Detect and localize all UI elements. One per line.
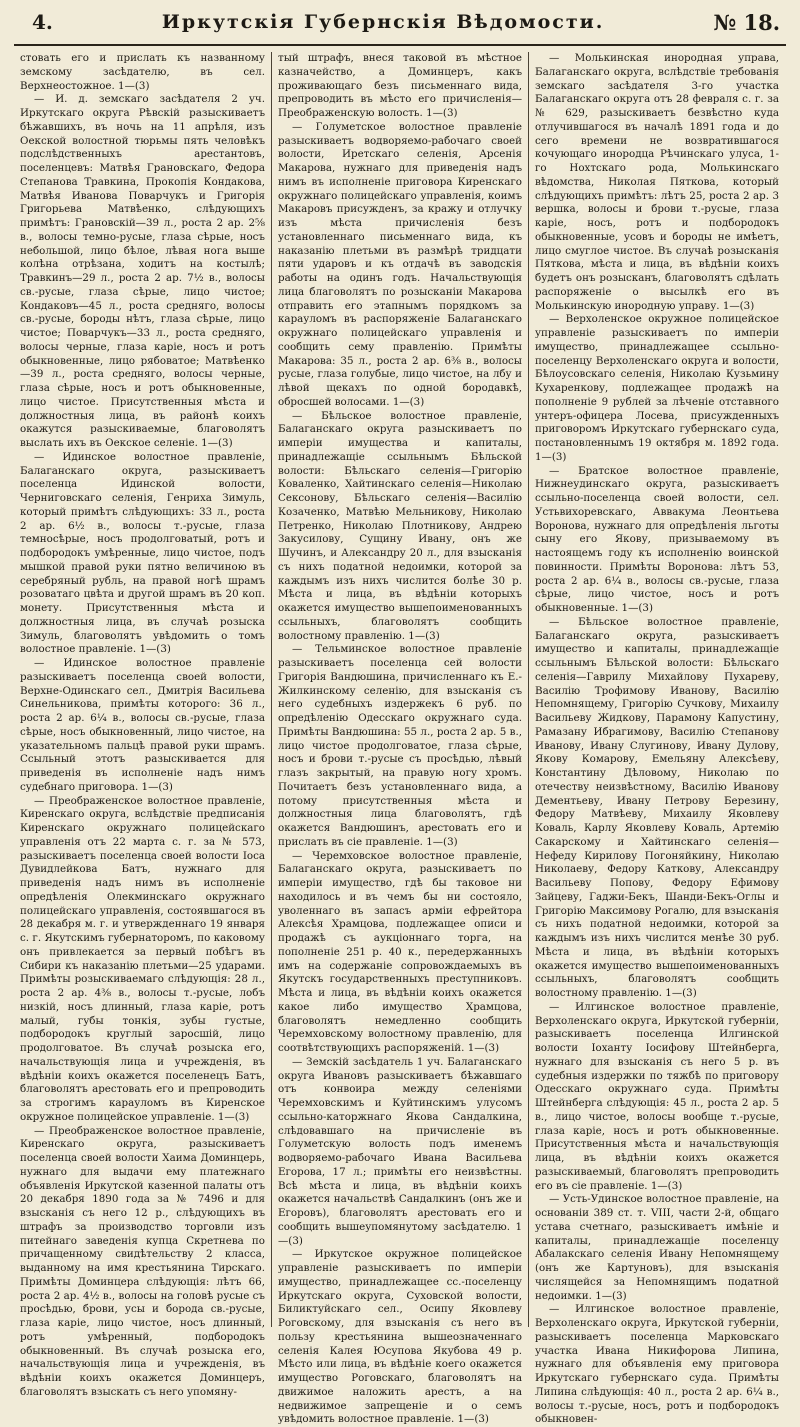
- notice-paragraph: — И. д. земскаго засѣдателя 2 уч. Иркутскаго округа Рѣвскій разыскиваетъ бѣжавшихъ, въ ночь на 11 апрѣля, изъ Оекской волостной тюрьмы пять человѣкъ подслѣдственныхъ арестантовъ, поселенцевъ: Матвѣя Грановскаго, Федора Степанова Травкина, Прокопія Кондакова, Матвѣя Иванова Поварчукъ и Григорія Григорьева Матвѣенко, слѣдующихъ примѣтъ: Грановскій—39 л., роста 2 ар. 2⅝ в., волосы темно-русые, глаза сѣрые, носъ небольшой, лицо бѣлое, лѣвая нога выше колѣна отрѣзана, ходитъ на костылѣ; Травкинъ—29 л., роста 2 ар. 7½ в., волосы св.-русые, глаза сѣрые, лицо чистое; Кондаковъ—45 л., роста средняго, волосы св.-русые, бороды нѣтъ, глаза сѣрые, лицо чистое; Поварчукъ—33 л., роста средняго, волосы черные, глаза каріе, носъ и ротъ обыкновенные, лицо рябоватое; Матвѣенко—39 л., роста средняго, волосы черные, глаза сѣрые, носъ и ротъ обыкновенные, лицо чистое. Присутственныя мѣста и должностныя лица, въ районѣ коихъ окажутся разыскиваемые, благоволятъ выслать ихъ въ Оекское селеніе. 1—(3): [20, 93, 265, 449]
- notice-paragraph: — Верхоленское окружное полицейское управленіе разыскиваетъ по имперіи имущество, принадлежащее ссыльно-поселенцу Верхоленскаго округа и волости, Бѣлоусовскаго селенія, Николаю Кузьмину Кухаренкову, подлежащее продажѣ на пополненіе 9 рублей за лѣченіе отставного унтеръ-офицера Лосева, присужденныхъ приговоромъ Иркутскаго губернскаго суда, постановленнымъ 19 октября м. 1892 года. 1—(3): [535, 313, 779, 463]
- notice-paragraph: — Преображенское волостное правленіе, Киренскаго округа, разыскиваетъ поселенца своей волости Хаима Доминцерь, нужнаго для выдачи ему платежнаго объявленія Иркутской казенной палаты отъ 20 декабря 1890 года за № 7496 и для взысканія съ него 12 р., слѣдующихъ въ штрафъ за производство торговли изъ питейнаго заведенія купца Скретнева по причащенному свидѣтельству 2 класса, выданному на имя крестьянина Тирскаго. Примѣты Доминцера слѣдующія: лѣтъ 66, роста 2 ар. 4½ в., волосы на головѣ русые съ просѣдью, брови, усы и борода св.-русые, глаза каріе, лицо чистое, носъ длинный, ротъ умѣренный, подбородокъ обыкновенный. Въ случаѣ розыска его, начальствующія лица и учрежденія, въ вѣдѣніи коихъ окажется Доминцеръ, благоволятъ взыскать съ него упомяну-: [20, 1124, 265, 1398]
- notice-paragraph: — Идинское волостное правленіе, Балаганскаго округа, разыскиваетъ поселенца Идинской волости, Черниговскаго селенія, Генриха Зимуль, который примѣтъ слѣдующихъ: 33 л., роста 2 ар. 6½ в., волосы т.-русые, глаза темносѣрые, носъ продолговатый, ротъ и подбородокъ умѣренные, лицо чистое, подъ мышкой правой руки пятно величиною въ серебряный рубль, на правой ногѣ шрамъ розоватаго цвѣта и другой шрамъ въ 20 коп. монету. Присутственныя мѣста и должностныя лица, въ случаѣ розыска Зимуль, благоволятъ увѣдомить о томъ волостное правленіе. 1—(3): [20, 450, 265, 656]
- notice-paragraph: — Илгинское волостное правленіе, Верхоленскаго округа, Иркутской губерніи, разыскиваетъ поселенца Илгинской волости Іоханту Іосифову Штейнберга, нужнаго для взысканія съ него 5 р. въ судебныя издержки по тяжбѣ по приговору Одесскаго окружнаго суда. Примѣты Штейнберга слѣдующія: 45 л., роста 2 ар. 5 в., лицо чистое, волосы вообще т.-русые, глаза каріе, носъ и ротъ обыкновенные. Присутственныя мѣста и начальствующія лица, въ вѣдѣніи коихъ окажется разыскиваемый, благоволятъ препроводить его въ сіе правленіе. 1—(3): [535, 1000, 779, 1192]
- notice-paragraph: — Земскій засѣдатель 1 уч. Балаганскаго округа Ивановъ разыскиваетъ бѣжавшаго отъ конвоира между селеніями Черемховскимъ и Куйтинскимъ улусомъ ссыльно-каторжнаго Якова Сандалкина, слѣдовавшаго на причисленіе въ Голуметскую волость подъ именемъ водворяемо-рабочаго Ивана Васильева Егорова, 17 л.; примѣты его неизвѣстны. Всѣ мѣста и лица, въ вѣдѣніи коихъ окажется начальствѣ Сандалкинъ (онъ же и Егоровъ), благоволятъ арестовать его и сообщить вышеупомянутому засѣдателю. 1—(3): [278, 1055, 522, 1247]
- notice-paragraph: — Молькинская инородная управа, Балаганскаго округа, вслѣдствіе требованія земскаго засѣдателя 3-го участка Балаганскаго округа отъ 28 февраля с. г. за № 629, разыскиваетъ безвѣстно куда отлучившагося въ началѣ 1891 года и до сего времени не возвратившагося кочующаго инородца Рѣчинскаго улуса, 1-го Нохтскаго рода, Молькинскаго вѣдомства, Николая Пяткова, который слѣдующихъ примѣтъ: лѣтъ 25, роста 2 ар. 3 вершка, волосы и брови т.-русые, глаза каріе, носъ, ротъ и подбородокъ обыкновенные, усовъ и бороды не имѣетъ, лицо смуглое чистое. Въ случаѣ розысканія Пяткова, мѣста и лица, въ вѣдѣніи коихъ будетъ онъ розысканъ, благоволятъ сдѣлать распоряженіе о высылкѣ его въ Молькинскую инородную управу. 1—(3): [535, 52, 779, 312]
- notice-paragraph: тый штрафъ, внеся таковой въ мѣстное казначейство, а Доминцеръ, какъ проживающаго безъ письменнаго вида, препроводить въ мѣсто его причисленія—Преображенскую волость. 1—(3): [278, 52, 522, 119]
- column-3: [528, 52, 785, 1426]
- notice-paragraph: — Бѣльское волостное правленіе, Балаганскаго округа разыскиваетъ по имперіи имущества и капиталы, принадлежащіе ссыльнымъ Бѣльской волости: Бѣльскаго селенія—Григорію Коваленко, Хайтинскаго селенія—Николаю Сексонову, Бѣльскаго селенія—Василію Козаченко, Матвѣю Мельникову, Николаю Петренко, Николаю Плотникову, Андрею Закусилову, Сущину Ивану, онъ же Шучинъ, и Александру 20 л., для взысканія съ нихъ податной недоимки, которой за каждымъ изъ нихъ числится болѣе 30 р. Мѣста и лица, въ вѣдѣніи которыхъ окажется имущество вышепоименованныхъ ссыльныхъ, благоволятъ сообщить волостному правленію. 1—(3): [278, 409, 522, 642]
- text-columns: [14, 52, 786, 1426]
- column-1: [14, 52, 271, 1398]
- notice-paragraph: — Иркутское окружное полицейское управленіе разыскиваетъ по имперіи имущество, принадлежащее сс.-поселенцу Иркутскаго округа, Суховской волости, Биликтуйскаго сел., Осипу Яковлеву Роговскому, для взысканія съ него въ пользу крестьянина вышеозначеннаго селенія Калея Юсупова Якубова 49 р. Мѣсто или лица, въ вѣдѣніе коего окажется имущество Роговскаго, благоволятъ на движимое наложить арестъ, а на недвижимое запрещеніе и о семъ увѣдомить волостное правленіе. 1—(3): [278, 1248, 522, 1426]
- newspaper-title: Иркутскія Губернскія Вѣдомости.: [161, 11, 605, 33]
- page-number: 4.: [32, 10, 53, 34]
- notice-paragraph: — Усть-Удинское волостное правленіе, на основаніи 389 ст. т. VIII, части 2-й, общаго устава счетнаго, разыскиваетъ имѣніе и капиталы, принадлежащіе поселенцу Абалакскаго селенія Ивану Непомнящему (онъ же Картуновъ), для взысканія числящейся за Непомнящимъ податной недоимки. 1—(3): [535, 1193, 779, 1302]
- issue-number: № 18.: [713, 9, 780, 35]
- notice-paragraph: — Тельминское волостное правленіе разыскиваетъ поселенца сей волости Григорія Вандюшина, причисленнаго къ Е.-Жилкинскому селенію, для взысканія съ него судебныхъ издержекъ 6 руб. по опредѣленію Одесскаго окружнаго суда. Примѣты Вандюшина: 55 л., роста 2 ар. 5 в., лицо чистое продолговатое, глаза сѣрые, носъ и брови т.-русые съ просѣдью, лѣвый глазъ закрытый, на правую ногу хромъ. Почитаетъ безъ установленнаго вида, а потому присутственныя мѣста и должностныя лица благоволятъ, гдѣ окажется Вандюшинъ, арестовать его и прислать въ сіе правленіе. 1—(3): [278, 643, 522, 848]
- notice-paragraph: — Черемховское волостное правленіе, Балаганскаго округа, разыскиваетъ по имперіи имущество, гдѣ бы таковое ни находилось и въ чемъ бы ни состояло, уволеннаго въ запасъ арміи ефрейтора Алексѣя Храмцова, подлежащее описи и продажѣ съ аукціоннаго торга, на пополненіе 251 р. 40 к., передержанныхъ имъ на содержаніе сопровождаемыхъ въ Якутскъ государственныхъ преступниковъ. Мѣста и лица, въ вѣдѣніи коихъ окажется какое либо имущество Храмцова, благоволятъ немедленно сообщить Черемховскому волостному правленію, для соотвѣтствующихъ распоряженій. 1—(3): [278, 849, 522, 1054]
- notice-paragraph: стовать его и прислать къ названному земскому засѣдателю, въ сел. Верхнеостожное. 1—(3): [20, 52, 265, 92]
- column-2: [271, 52, 528, 1426]
- page-header: [14, 0, 786, 46]
- notice-paragraph: — Голуметское волостное правленіе разыскиваетъ водворяемо-рабочаго своей волости, Иретскаго селенія, Арсенія Макарова, нужнаго для приведенія надъ нимъ въ исполненіе приговора Киренскаго окружнаго полицейскаго управленія, коимъ Макаровъ присужденъ, за кражу и отлучку изъ мѣста причисленія безъ установленнаго письменнаго вида, къ наказанію плетьми въ размѣрѣ тридцати пяти ударовъ и къ отдачѣ въ заводскія работы на одинъ годъ. Начальствующія лица благоволятъ по розысканіи Макарова отправить его этапнымъ порядкомъ за карауломъ въ распоряженіе Балаганскаго окружнаго полицейскаго управленія и сообщить сему правленію. Примѣты Макарова: 35 л., роста 2 ар. 6⅜ в., волосы русые, глаза голубые, лицо чистое, на лбу и лѣвой щекахъ по одной бородавкѣ, обросшей волосами. 1—(3): [278, 120, 522, 408]
- notice-paragraph: — Илгинское волостное правленіе, Верхоленскаго округа, Иркутской губерніи, разыскиваетъ поселенца Марковскаго участка Ивана Никифорова Липина, нужнаго для объявленія ему приговора Иркутскаго губернскаго суда. Примѣты Липина слѣдующія: 40 л., роста 2 ар. 6¼ в., волосы т.-русые, носъ, ротъ и подбородокъ обыкновен-: [535, 1303, 779, 1426]
- notice-paragraph: — Идинское волостное правленіе разыскиваетъ поселенца своей волости, Верхне-Одинскаго сел., Дмитрія Васильева Синельникова, примѣты которого: 36 л., роста 2 ар. 6¼ в., волосы св.-русые, глаза сѣрые, носъ обыкновенный, лицо чистое, на указательномъ пальцѣ правой руки шрамъ. Ссыльный этотъ разыскивается для приведенія въ исполненіе надъ нимъ судебнаго приговора. 1—(3): [20, 657, 265, 793]
- notice-paragraph: — Бѣльское волостное правленіе, Балаганскаго округа, разыскиваетъ имущество и капиталы, принадлежащіе ссыльнымъ Бѣльской волости: Бѣльскаго селенія—Гаврилу Михайлову Пухареву, Василію Трофимову Иванову, Василію Непомнящему, Григорію Сучкову, Михаилу Васильеву Жидкову, Парамону Капустину, Рамазану Ибрагимову, Василію Степанову Иванову, Ивану Слугинову, Ивану Дулову, Якову Комарову, Емельяну Алексѣеву, Константину Дѣловому, Николаю по отечеству неизвѣстному, Василію Иванову Дементьеву, Ивану Петрову Березину, Федору Матвѣеву, Михаилу Яковлеву Коваль, Карлу Яковлеву Коваль, Артемію Сакарскому и Хайтинскаго селенія—Нефеду Кирилову Погоняйкину, Николаю Николаеву, Федору Каткову, Александру Васильеву Попову, Федору Ефимову Зайцеву, Гаджи-Бекъ, Шанди-Бекъ-Оглы и Григорію Максимову Рогалю, для взысканія съ нихъ податной недоимки, которой за каждымъ изъ нихъ числится менѣе 30 руб. Мѣста и лица, въ вѣдѣніи которыхъ окажется имущество вышепоименованныхъ ссыльныхъ, благоволятъ сообщить волостному правленію. 1—(3): [535, 615, 779, 999]
- notice-paragraph: — Преображенское волостное правленіе, Киренскаго округа, вслѣдствіе предписанія Киренскаго окружнаго полицейскаго управленія отъ 22 марта с. г. за № 573, разыскиваетъ поселенца своей волости Іоса Дувидлейкова Батъ, нужнаго для приведенія надъ нимъ въ исполненіе опредѣленія Олекминскаго окружнаго полицейскаго управленія, состоявшагося въ 28 декабря м. г. и утвержденнаго 19 января с. г. Якутскимъ губернаторомъ, по каковому онъ привлекается за первый побѣгъ въ Сибири къ наказанію плетьми—25 ударами. Примѣты розыскиваемаго слѣдующія: 28 л., роста 2 ар. 4⅜ в., волосы т.-русые, лобъ низкій, носъ длинный, глаза каріе, ротъ малый, губы тонкія, зубы густые, подбородокъ круглый заросшій, лицо продолговатое. Въ случаѣ розыска его, начальствующія лица и учрежденія, въ вѣдѣніи коихъ окажется поселенецъ Батъ, благоволятъ арестовать его и препроводить за строгимъ карауломъ въ Киренское окружное полицейское управленіе. 1—(3): [20, 794, 265, 1123]
- notice-paragraph: — Братское волостное правленіе, Нижнеудинскаго округа, разыскиваетъ ссыльно-поселенца своей волости, сел. Устьвихоревскаго, Аввакума Леонтьева Воронова, нужнаго для опредѣленія льготы сыну его Якову, призываемому въ настоящемъ году къ исполненію воинской повинности. Примѣты Воронова: лѣтъ 53, роста 2 ар. 6¼ в., волосы св.-русые, глаза сѣрые, лицо чистое, носъ и ротъ обыкновенные. 1—(3): [535, 464, 779, 614]
